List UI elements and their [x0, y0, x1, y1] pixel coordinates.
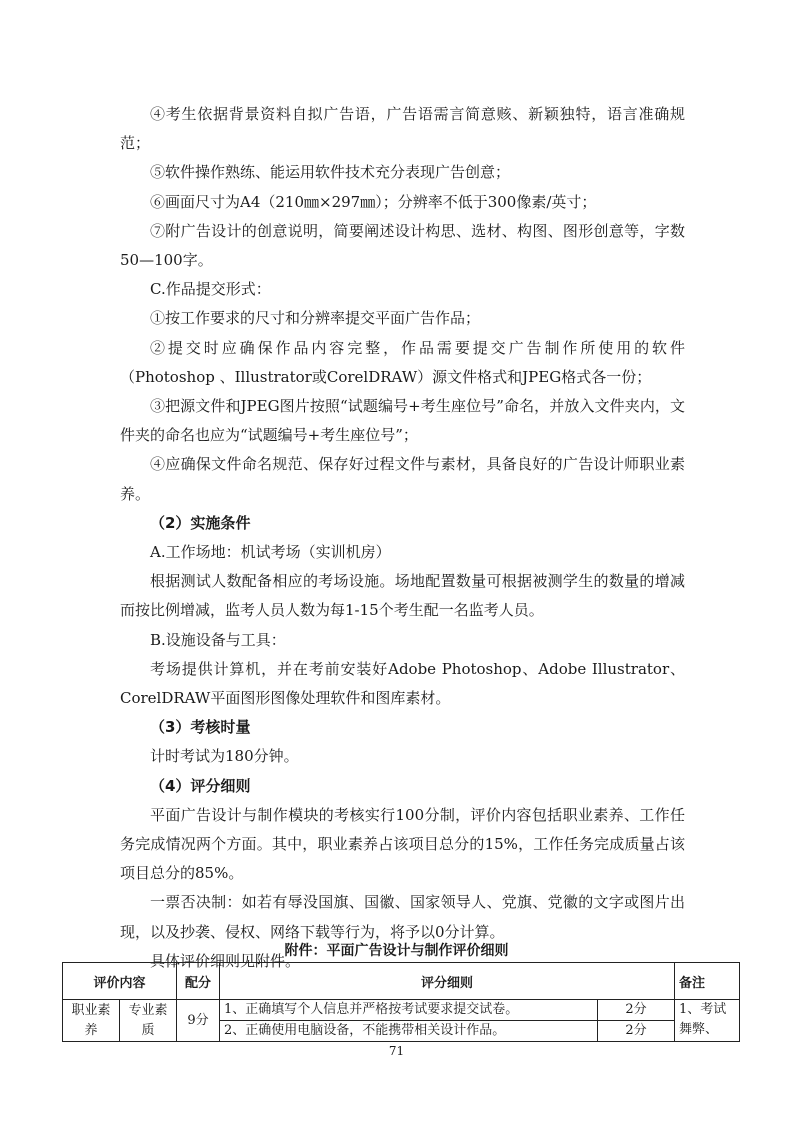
section-heading: （4）评分细则	[150, 776, 251, 795]
category-1-cell: 职业素养	[63, 1000, 120, 1042]
detail-cell: 1、正确填写个人信息并严格按考试要求提交试卷。	[220, 1000, 598, 1021]
paragraph: ①按工作要求的尺寸和分辨率提交平面广告作品；	[150, 309, 481, 328]
section-heading: （2）实施条件	[150, 513, 251, 532]
section-heading: （3）考核时量	[150, 718, 251, 737]
appendix-title: 附件：平面广告设计与制作评价细则	[284, 943, 509, 959]
paragraph: 平面广告设计与制作模块的考核实行100分制，评价内容包括职业素养、工作任务完成情况两个方面。其中，职业素养占该项目总分的15%，工作任务完成质量占该项目总分的85%。	[120, 805, 685, 883]
points-cell: 2分	[598, 1021, 675, 1042]
header-content: 评价内容	[63, 963, 177, 1000]
paragraph: 根据测试人数配备相应的考场设施。场地配置数量可根据被测学生的数量的增减而按比例增减，监考人员人数为每1-15个考生配一名监考人员。	[120, 572, 685, 620]
paragraph: ②提交时应确保作品内容完整，作品需要提交广告制作所使用的软件（Photoshop 、Illustrator或CorelDRAW）源文件格式和JPEG格式各一份；	[120, 338, 685, 386]
paragraph: ⑥画面尺寸为A4（210㎜×297㎜）；分辨率不低于300像素/英寸；	[150, 192, 597, 211]
table-header-row	[63, 963, 740, 1000]
paragraph: ⑦附广告设计的创意说明，简要阐述设计构思、选材、构图、图形创意等，字数50—100字。	[120, 221, 685, 270]
note-cell: 1、考试舞弊、	[675, 1000, 740, 1042]
paragraph: 一票否决制：如若有辱没国旗、国徽、国家领导人、党旗、党徽的文字或图片出现，以及抄袭、侵权、网络下载等行为，将予以0分计算。	[120, 893, 685, 941]
paragraph: ④考生依据背景资料自拟广告语，广告语需言简意赅、新颖独特，语言准确规范；	[120, 105, 685, 153]
detail-cell: 2、正确使用电脑设备，不能携带相关设计作品。	[220, 1021, 598, 1042]
subheading: C.作品提交形式：	[150, 280, 271, 299]
subheading: B.设施设备与工具：	[150, 630, 286, 649]
score-cell: 9分	[177, 1000, 220, 1042]
paragraph: 考场提供计算机，并在考前安装好Adobe Photoshop、Adobe Illustrator、CorelDRAW平面图形图像处理软件和图库素材。	[120, 659, 685, 708]
subheading: A.工作场地：机试考场（实训机房）	[150, 543, 391, 562]
table-row	[63, 1000, 740, 1021]
header-note: 备注	[675, 963, 740, 1000]
paragraph: 计时考试为180分钟。	[150, 747, 299, 766]
category-2-cell: 专业素质	[120, 1000, 177, 1042]
paragraph: ⑤软件操作熟练、能运用软件技术充分表现广告创意；	[150, 163, 511, 182]
paragraph: ③把源文件和JPEG图片按照“试题编号+考生座位号”命名，并放入文件夹内，文件夹的命名也应为“试题编号+考生座位号”；	[120, 397, 685, 445]
points-cell: 2分	[598, 1000, 675, 1021]
paragraph: 具体评价细则见附件。	[150, 951, 301, 970]
header-score: 配分	[177, 963, 220, 1000]
header-detail: 评分细则	[220, 963, 675, 1000]
evaluation-table	[62, 962, 740, 1042]
paragraph: ④应确保文件命名规范、保存好过程文件与素材，具备良好的广告设计师职业素养。	[120, 455, 685, 503]
page-number: 71	[388, 1044, 405, 1058]
document-body	[120, 100, 685, 976]
